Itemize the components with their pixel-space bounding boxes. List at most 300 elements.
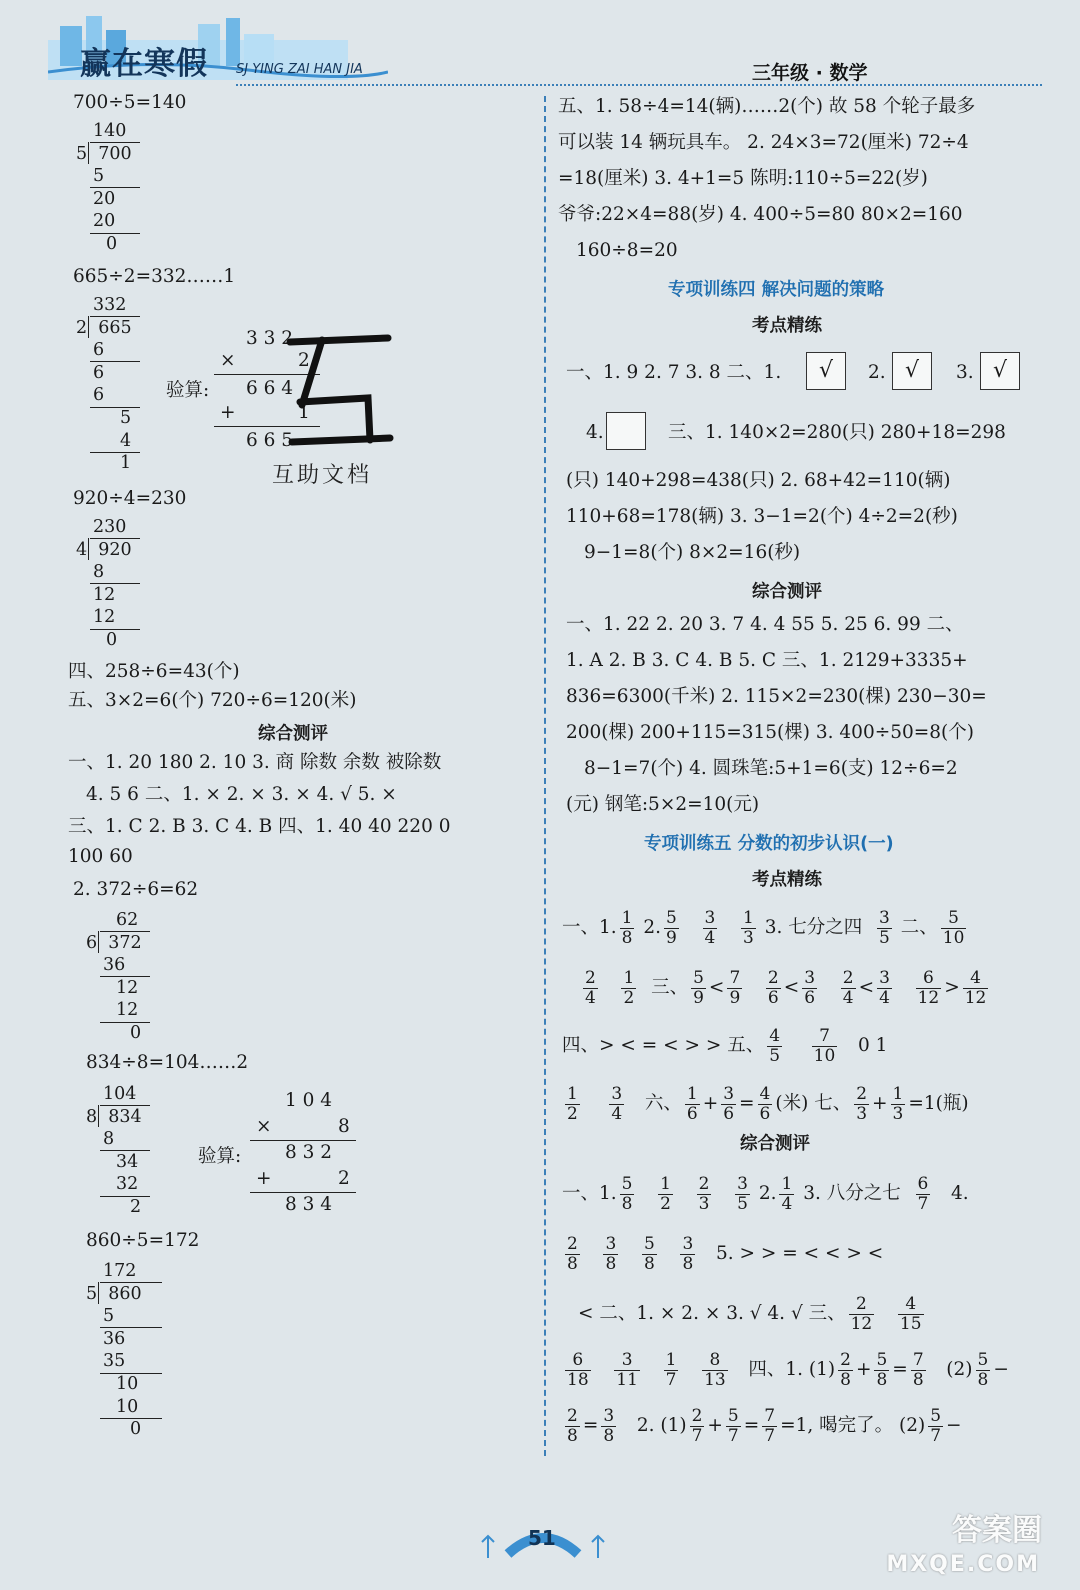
fraction	[726, 1407, 741, 1446]
answer-line: 8−1=7(个) 4. 圆珠笔:5+1=6(支) 12÷6=2	[584, 758, 958, 779]
answer-line: 五、1. 58÷4=14(辆)……2(个) 故 58 个轮子最多	[558, 96, 976, 117]
dividend: 700	[98, 143, 132, 164]
fraction-line-7	[578, 1294, 927, 1334]
check-bar	[250, 1140, 356, 1141]
fraction-line-3	[562, 1026, 887, 1066]
answer-line: 665÷2=332……1	[73, 266, 236, 287]
step-bar	[90, 233, 140, 234]
dividend: 665	[98, 317, 132, 338]
fraction	[841, 969, 856, 1008]
answer-line: 爷爷:22×4=88(岁) 4. 400÷5=80 80×2=160	[558, 204, 963, 225]
label: < 二、1. × 2. × 3. √ 4. √ 三、	[578, 1303, 846, 1324]
fraction	[735, 1175, 750, 1214]
denominator: 13	[704, 1369, 726, 1390]
long-division-6	[86, 1260, 142, 1441]
label: 2. (1)	[636, 1415, 687, 1436]
step: 2	[130, 1196, 142, 1217]
fraction	[758, 1085, 773, 1124]
divisor: 5	[76, 143, 88, 164]
denominator: 10	[813, 1045, 836, 1066]
answer-line: 四、258÷6=43(个)	[68, 661, 240, 682]
divisor: 8	[86, 1106, 98, 1127]
check-operator: ×	[220, 350, 236, 371]
numerator: 2	[842, 967, 854, 988]
numerator: 2	[767, 967, 779, 988]
operator: +	[702, 1093, 719, 1114]
answer-line: (只) 140+298=438(只) 2. 68+42=110(辆)	[566, 470, 951, 491]
quotient: 230	[93, 517, 127, 537]
divisor: 2	[76, 317, 88, 338]
fraction	[664, 1351, 679, 1390]
denominator: 15	[899, 1313, 922, 1334]
answer-line: =18(厘米) 3. 4+1=5 陈明:110÷5=22(岁)	[558, 168, 928, 189]
fraction	[963, 969, 989, 1008]
numerator: 5	[876, 1349, 888, 1370]
numerator: 1	[660, 1173, 671, 1194]
step-bar	[90, 407, 140, 408]
division-row	[86, 1283, 142, 1306]
label: 5. > > = < < > <	[715, 1243, 884, 1264]
numerator: 5	[977, 1349, 989, 1370]
answer-line: (元) 钢笔:5×2=10(元)	[566, 794, 760, 815]
numerator: 6	[916, 969, 942, 989]
numerator: 3	[704, 907, 716, 928]
step-bar	[100, 1022, 150, 1023]
fraction	[703, 909, 718, 948]
numerator: 7	[812, 1027, 838, 1047]
fraction	[691, 969, 706, 1008]
numerator: 2	[585, 967, 596, 988]
denominator: 5	[879, 927, 890, 948]
step: 12	[93, 584, 116, 605]
numerator: 2	[698, 1173, 710, 1194]
operator: <	[708, 977, 725, 998]
badge: SJ	[236, 62, 249, 77]
check-label: 验算:	[166, 380, 210, 401]
watermark-url: MXQE.COM	[886, 1552, 1040, 1577]
fraction	[741, 909, 756, 948]
denominator: 8	[643, 1253, 655, 1274]
check-row: 8 3 2	[285, 1142, 333, 1163]
denominator: 9	[729, 987, 741, 1008]
label: 4.	[951, 1183, 969, 1204]
checkmark-icon: √	[892, 352, 932, 390]
denominator: 8	[621, 927, 633, 948]
book-subtitle	[236, 62, 363, 77]
label: 3. 七分之四	[764, 917, 863, 938]
label: (2)	[946, 1359, 973, 1380]
denominator: 6	[804, 987, 816, 1008]
check-row: 3 3 2	[246, 328, 294, 349]
numerator: 7	[764, 1405, 776, 1426]
header-divider	[236, 84, 1042, 86]
numerator: 4	[759, 1083, 771, 1104]
denominator: 12	[850, 1313, 873, 1334]
column-divider	[544, 96, 546, 1456]
answer-line: 一、1. 9 2. 7 3. 8 二、1.	[566, 362, 782, 383]
quotient: 332	[93, 295, 127, 315]
section-heading: 专项训练四 解决问题的策略	[668, 280, 885, 300]
fraction	[685, 1085, 700, 1124]
label: 3. 八分之七	[803, 1183, 901, 1204]
denominator: 8	[567, 1253, 578, 1274]
fraction	[621, 969, 636, 1008]
dividend: 920	[98, 539, 132, 560]
numerator: 1	[623, 967, 635, 988]
fraction	[620, 1175, 635, 1214]
operator: −	[946, 1415, 962, 1436]
step: 5	[93, 166, 105, 187]
step-bar	[100, 976, 150, 977]
label: 三、	[651, 977, 689, 998]
denominator: 18	[567, 1369, 589, 1390]
step: 34	[116, 1151, 139, 1172]
check-row: 2	[298, 350, 310, 371]
answer-line: 834÷8=104……2	[86, 1052, 249, 1073]
denominator: 7	[917, 1193, 929, 1214]
step-bar	[100, 1327, 162, 1328]
answer-line: 4.	[586, 422, 604, 443]
division-row	[86, 932, 142, 955]
operator: +	[872, 1093, 888, 1114]
fraction	[916, 1175, 931, 1214]
numerator: 3	[723, 1083, 735, 1104]
fraction	[721, 1085, 736, 1124]
section-heading: 综合测评	[740, 1134, 810, 1154]
label: =1(瓶)	[908, 1093, 969, 1114]
fraction-line-8	[562, 1350, 1009, 1390]
answer-line: 2.	[868, 362, 886, 383]
denominator: 7	[727, 1425, 739, 1446]
numerator: 5	[930, 1405, 942, 1426]
fraction	[928, 1407, 943, 1446]
division-row	[76, 539, 132, 562]
dividend: 860	[108, 1283, 142, 1304]
step: 36	[103, 1328, 126, 1349]
long-division-2	[76, 294, 132, 475]
denominator: 3	[743, 927, 754, 948]
divisor: 5	[86, 1283, 98, 1304]
check-row: 1 0 4	[285, 1090, 333, 1111]
denominator: 5	[737, 1193, 748, 1214]
numerator: 3	[603, 1405, 615, 1426]
step: 1	[120, 453, 132, 474]
numerator: 1	[567, 1083, 578, 1104]
numerator: 6	[565, 1351, 591, 1371]
step: 6	[93, 340, 105, 361]
fraction	[941, 909, 967, 948]
operator: =	[739, 1093, 755, 1114]
fraction	[877, 969, 892, 1008]
section-heading: 考点精练	[752, 316, 822, 336]
denominator: 8	[977, 1369, 989, 1390]
numerator: 3	[605, 1233, 617, 1254]
division-bracket	[88, 316, 99, 338]
label: 一、1.	[562, 1183, 617, 1204]
dividend: 834	[108, 1106, 142, 1127]
denominator: 4	[879, 987, 890, 1008]
answer-line: 9−1=8(个) 8×2=16(秒)	[584, 542, 801, 563]
step-bar	[100, 1196, 150, 1197]
fraction-line-1: 一、1. $\frac{1}{8}$ 2. $\frac{5}{9}$ $\frac{3}{4}$ $\frac{1}{3}$ 3. 七分之四 $\frac{3}{5}$ 二、 $\frac{5}{10}$	[562, 907, 965, 948]
numerator: 1	[621, 907, 633, 928]
dividend: 372	[108, 932, 142, 953]
denominator: 8	[621, 1193, 633, 1214]
fraction	[565, 1407, 580, 1446]
numerator: 3	[737, 1173, 748, 1194]
denominator: 2	[660, 1193, 671, 1214]
step: 6	[93, 362, 105, 383]
denominator: 2	[623, 987, 635, 1008]
check-operator: +	[220, 402, 236, 423]
numerator: 1	[665, 1349, 677, 1370]
grade-subject: 三年级 · 数学	[752, 62, 868, 84]
long-division-1	[76, 120, 132, 256]
pinyin: YING ZAI HAN JIA	[252, 62, 363, 77]
numerator: 4	[769, 1025, 781, 1046]
fraction-line-2	[580, 968, 991, 1008]
label: 2.	[758, 1183, 777, 1204]
fraction-line-4	[562, 1084, 969, 1124]
denominator: 6	[686, 1103, 698, 1124]
numerator: 5	[693, 967, 704, 988]
numerator: 5	[621, 1173, 633, 1194]
denominator: 8	[840, 1369, 851, 1390]
section-heading: 专项训练五 分数的初步认识(一)	[644, 834, 894, 854]
step: 36	[103, 955, 126, 976]
step: 10	[116, 1396, 139, 1417]
numerator: 5	[666, 907, 677, 928]
fraction	[697, 1175, 712, 1214]
denominator: 6	[767, 987, 779, 1008]
numerator: 3	[682, 1233, 694, 1254]
fraction	[565, 1235, 580, 1274]
quotient: 172	[103, 1261, 137, 1281]
denominator: 4	[842, 987, 854, 1008]
denominator: 7	[691, 1425, 703, 1446]
section-heading: 综合测评	[752, 582, 822, 602]
divisor: 4	[76, 539, 88, 560]
step: 20	[93, 188, 116, 209]
denominator: 7	[764, 1425, 776, 1446]
denominator: 7	[930, 1425, 942, 1446]
division-row	[86, 1106, 142, 1129]
answer-line: 可以装 14 辆玩具车。 2. 24×3=72(厘米) 72÷4	[558, 132, 969, 153]
numerator: 1	[892, 1083, 904, 1104]
fraction	[877, 909, 892, 948]
step-bar	[90, 629, 140, 630]
denominator: 7	[665, 1369, 677, 1390]
numerator: 3	[804, 967, 816, 988]
denominator: 9	[666, 927, 677, 948]
check-row: 6 6 4	[246, 378, 294, 399]
label: (米) 七、	[775, 1093, 852, 1114]
fraction	[658, 1175, 673, 1214]
fraction	[680, 1235, 695, 1274]
long-division-5	[86, 1083, 142, 1219]
step-bar	[90, 187, 140, 188]
denominator: 6	[723, 1103, 735, 1124]
numerator: 1	[781, 1173, 793, 1194]
answer-line: 2. 372÷6=62	[73, 879, 199, 900]
label: 四、1. (1)	[748, 1359, 836, 1380]
fraction	[614, 1351, 640, 1390]
denominator: 4	[611, 1103, 623, 1124]
operator: =	[892, 1359, 908, 1380]
check-bar	[250, 1192, 356, 1193]
long-division-4	[86, 909, 142, 1045]
label: 一、1.	[562, 917, 617, 938]
empty-box-icon	[606, 412, 646, 450]
step-bar	[90, 361, 140, 362]
numerator: 3	[611, 1083, 623, 1104]
numerator: 7	[912, 1349, 924, 1370]
answer-line: 920÷4=230	[73, 488, 187, 509]
fraction	[603, 1235, 618, 1274]
denominator: 12	[964, 987, 987, 1008]
label: =1, 喝完了。 (2)	[780, 1415, 926, 1436]
check-operator: +	[256, 1168, 272, 1189]
numerator: 3	[879, 907, 890, 928]
denominator: 8	[682, 1253, 694, 1274]
check-row: 8 3 4	[285, 1194, 333, 1215]
step-bar	[100, 1418, 162, 1419]
denominator: 8	[605, 1253, 617, 1274]
numerator: 3	[879, 967, 890, 988]
division-bracket	[88, 538, 99, 560]
step: 0	[106, 629, 118, 650]
step: 35	[103, 1351, 126, 1372]
fraction	[874, 1351, 889, 1390]
operator: <	[858, 977, 875, 998]
step: 0	[106, 233, 118, 254]
watermark: 答案圈	[952, 1513, 1042, 1548]
check-row: 6 6 5	[246, 430, 294, 451]
fraction	[911, 1351, 926, 1390]
numerator: 1	[686, 1083, 698, 1104]
step: 10	[116, 1373, 139, 1394]
answer-line: 200(棵) 200+115=315(棵) 3. 400÷50=8(个)	[566, 722, 974, 743]
division-row	[76, 143, 132, 166]
step: 12	[116, 1000, 139, 1021]
label: 2.	[643, 917, 662, 938]
operator: +	[855, 1359, 872, 1380]
answer-box	[806, 352, 846, 390]
answer-line: 700÷5=140	[73, 92, 187, 113]
numerator: 2	[567, 1405, 578, 1426]
numerator: 1	[743, 907, 754, 928]
denominator: 3	[698, 1193, 710, 1214]
quotient: 104	[103, 1084, 137, 1104]
page-number	[508, 1518, 578, 1558]
operator: =	[743, 1415, 760, 1436]
fraction	[838, 1351, 853, 1390]
fraction	[854, 1085, 869, 1124]
numerator: 5	[941, 909, 967, 929]
fraction	[802, 969, 817, 1008]
fraction	[601, 1407, 616, 1446]
denominator: 8	[603, 1425, 615, 1446]
fraction	[702, 1351, 728, 1390]
division-bracket	[98, 1105, 109, 1127]
step-bar	[90, 452, 140, 453]
fraction	[916, 969, 942, 1008]
answer-box	[980, 352, 1020, 390]
fraction	[620, 909, 635, 948]
step: 0	[130, 1022, 142, 1043]
denominator: 11	[616, 1369, 638, 1390]
step-bar	[100, 1373, 162, 1374]
fraction	[812, 1027, 838, 1066]
numerator: 2	[567, 1233, 578, 1254]
answer-line: 一、1. 20 180 2. 10 3. 商 除数 余数 被除数	[68, 752, 442, 773]
step: 5	[103, 1306, 115, 1327]
step: 8	[93, 562, 105, 583]
denominator: 5	[769, 1045, 781, 1066]
check-label: 验算:	[198, 1146, 242, 1167]
fraction-line-6	[562, 1234, 883, 1274]
fraction	[898, 1295, 924, 1334]
step: 12	[116, 977, 139, 998]
division-row	[76, 317, 132, 340]
step: 20	[93, 211, 116, 232]
label: 四、> < = < > > 五、	[562, 1035, 765, 1056]
answer-line: 160÷8=20	[576, 240, 678, 261]
numerator: 8	[702, 1351, 728, 1371]
division-bracket	[98, 931, 109, 953]
answer-line: 一、1. 22 2. 20 3. 7 4. 4 55 5. 25 6. 99 二、	[566, 614, 964, 635]
fraction	[565, 1085, 580, 1124]
denominator: 8	[567, 1425, 578, 1446]
fraction-line-5	[562, 1174, 969, 1214]
fraction	[762, 1407, 777, 1446]
step: 6	[93, 385, 105, 406]
denominator: 4	[585, 987, 596, 1008]
page-number-text: 51	[528, 1526, 556, 1550]
fraction	[664, 909, 679, 948]
numerator: 2	[849, 1295, 875, 1315]
fraction	[727, 969, 742, 1008]
fraction	[891, 1085, 906, 1124]
numerator: 5	[643, 1233, 655, 1254]
operator: <	[783, 977, 800, 998]
fraction	[642, 1235, 657, 1274]
answer-line: 4. 5 6 二、1. × 2. × 3. × 4. √ 5. ×	[86, 784, 397, 805]
step-bar	[90, 583, 140, 584]
answer-line: 三、1. 140×2=280(只) 280+18=298	[668, 422, 1006, 443]
check-row: 2	[338, 1168, 350, 1189]
denominator: 12	[917, 987, 940, 1008]
numerator: 4	[963, 969, 989, 989]
fraction	[767, 1027, 782, 1066]
denominator: 8	[876, 1369, 888, 1390]
answer-line: 三、1. C 2. B 3. C 4. B 四、1. 40 40 220 0	[68, 816, 451, 837]
numerator: 6	[917, 1173, 929, 1194]
numerator: 2	[691, 1405, 703, 1426]
fraction	[766, 969, 781, 1008]
label: 六、	[644, 1093, 682, 1114]
quotient: 140	[93, 121, 127, 141]
fraction	[976, 1351, 991, 1390]
step: 12	[93, 607, 116, 628]
denominator: 3	[856, 1103, 868, 1124]
division-bracket	[98, 1282, 109, 1304]
fraction	[779, 1175, 794, 1214]
division-bar	[100, 1282, 162, 1283]
check-operator: ×	[256, 1116, 272, 1137]
operator: >	[944, 977, 960, 998]
numerator: 3	[614, 1351, 640, 1371]
